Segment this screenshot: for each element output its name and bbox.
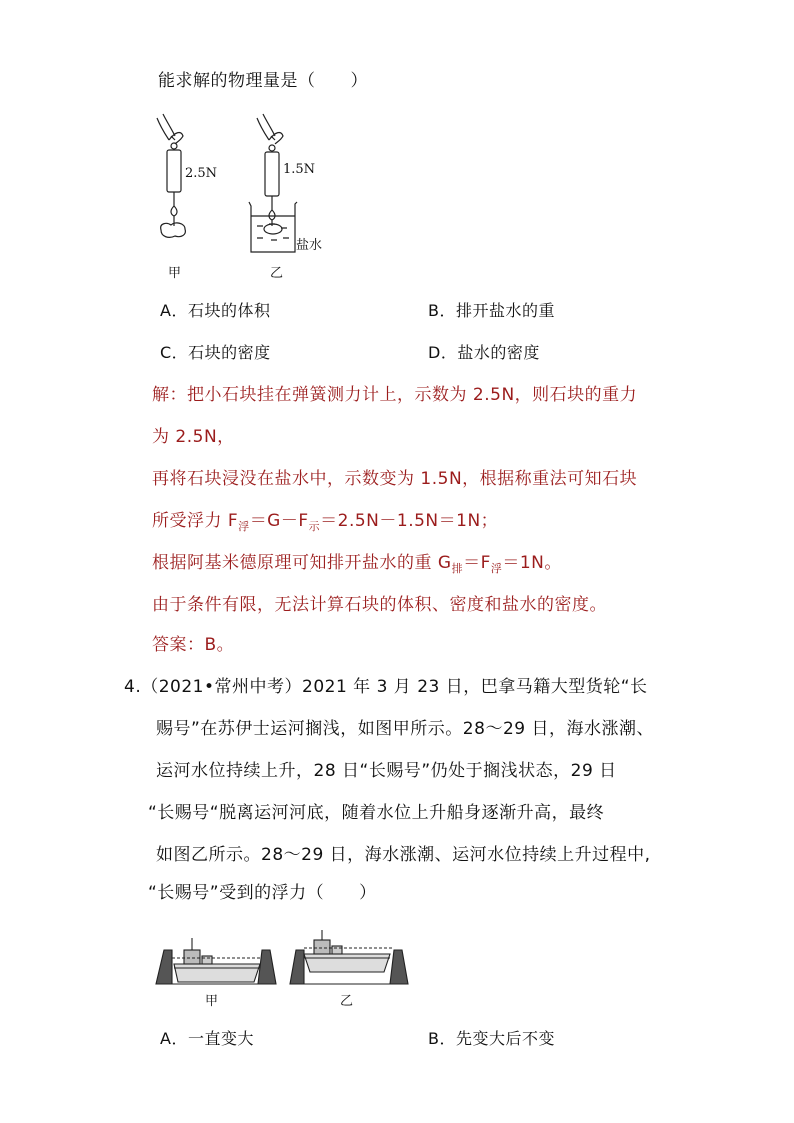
q4-fig-label-jia: 甲 (205, 994, 219, 1009)
q4-fig-label-yi: 乙 (340, 994, 354, 1009)
q3-option-d[interactable]: D．盐水的密度 (428, 343, 540, 362)
right-scale-reading: 1.5N (283, 162, 316, 177)
right-hand-icon (257, 114, 283, 144)
ship-grounded-icon (174, 938, 260, 982)
q3-spring-scale-figure (145, 110, 345, 280)
q3-option-b[interactable]: B．排开盐水的重 (428, 301, 555, 320)
submerged-rock-icon (264, 224, 282, 234)
q4-line-3: 运河水位持续上升，28 日“长赐号”仍处于搁浅状态，29 日 (156, 761, 617, 781)
solution-line-4 (152, 510, 498, 538)
subscript-pai: 排 (451, 562, 464, 575)
left-canal-bank-1 (156, 950, 172, 984)
q4-ship-figure (150, 928, 420, 988)
solution-line-5-c: ＝1N。 (502, 553, 562, 573)
solution-line-4-b: ＝G－F (249, 511, 309, 531)
fig-label-jia: 甲 (168, 266, 182, 281)
solution-line-4-c: ＝2.5N－1.5N＝1N； (320, 511, 499, 531)
solution-line-3: 再将石块浸没在盐水中，示数变为 1.5N，根据称重法可知石块 (152, 469, 638, 489)
left-scale-ring (171, 143, 177, 149)
subscript-fu-2: 浮 (490, 562, 503, 575)
solution-line-1: 解：把小石块挂在弹簧测力计上，示数为 2.5N，则石块的重力 (152, 385, 638, 405)
solution-line-6: 由于条件有限，无法计算石块的体积、密度和盐水的密度。 (152, 595, 607, 615)
left-rock-icon (161, 223, 186, 237)
q4-line-1: 4.（2021•常州中考）2021 年 3 月 23 日，巴拿马籍大型货轮“长 (124, 677, 648, 697)
solution-line-5-a: 根据阿基米德原理可知排开盐水的重 G (152, 553, 452, 573)
subscript-fu: 浮 (238, 520, 250, 533)
q4-line-2: 赐号”在苏伊士运河搁浅，如图甲所示。28～29 日，海水涨潮、 (156, 719, 654, 739)
left-canal-bank-2 (258, 950, 276, 984)
right-canal-bank-2 (390, 950, 408, 984)
left-hand-icon (157, 114, 183, 144)
q4-line-5: 如图乙所示。28～29 日，海水涨潮、运河水位持续上升过程中, (156, 845, 651, 865)
right-canal-bank-1 (290, 950, 304, 984)
q4-option-a[interactable]: A．一直变大 (160, 1029, 254, 1048)
ship-floating-icon (304, 930, 390, 972)
right-scale-body (265, 152, 279, 196)
q4-line-4: “长赐号“脱离运河河底，随着水位上升船身逐渐升高，最终 (148, 803, 605, 823)
fig-label-yi: 乙 (270, 266, 284, 281)
solution-line-5 (152, 552, 562, 580)
q3-option-c[interactable]: C．石块的密度 (160, 343, 271, 362)
beaker-icon (249, 202, 297, 252)
saltwater-label: 盐水 (296, 238, 323, 253)
left-scale-body (167, 150, 181, 192)
right-scale-ring (269, 145, 275, 151)
subscript-shi: 示 (308, 520, 321, 533)
q4-option-b[interactable]: B．先变大后不变 (428, 1029, 555, 1048)
q3-option-a[interactable]: A．石块的体积 (160, 301, 271, 320)
answer-line: 答案：B。 (152, 635, 235, 655)
solution-line-4-a: 所受浮力 F (152, 511, 239, 531)
q3-stem-tail: 能求解的物理量是（ ） (158, 71, 368, 91)
q4-line-6: “长赐号”受到的浮力（ ） (148, 883, 377, 903)
solution-line-2: 为 2.5N， (152, 427, 235, 447)
solution-line-5-b: ＝F (463, 553, 491, 573)
left-scale-reading: 2.5N (185, 166, 218, 181)
